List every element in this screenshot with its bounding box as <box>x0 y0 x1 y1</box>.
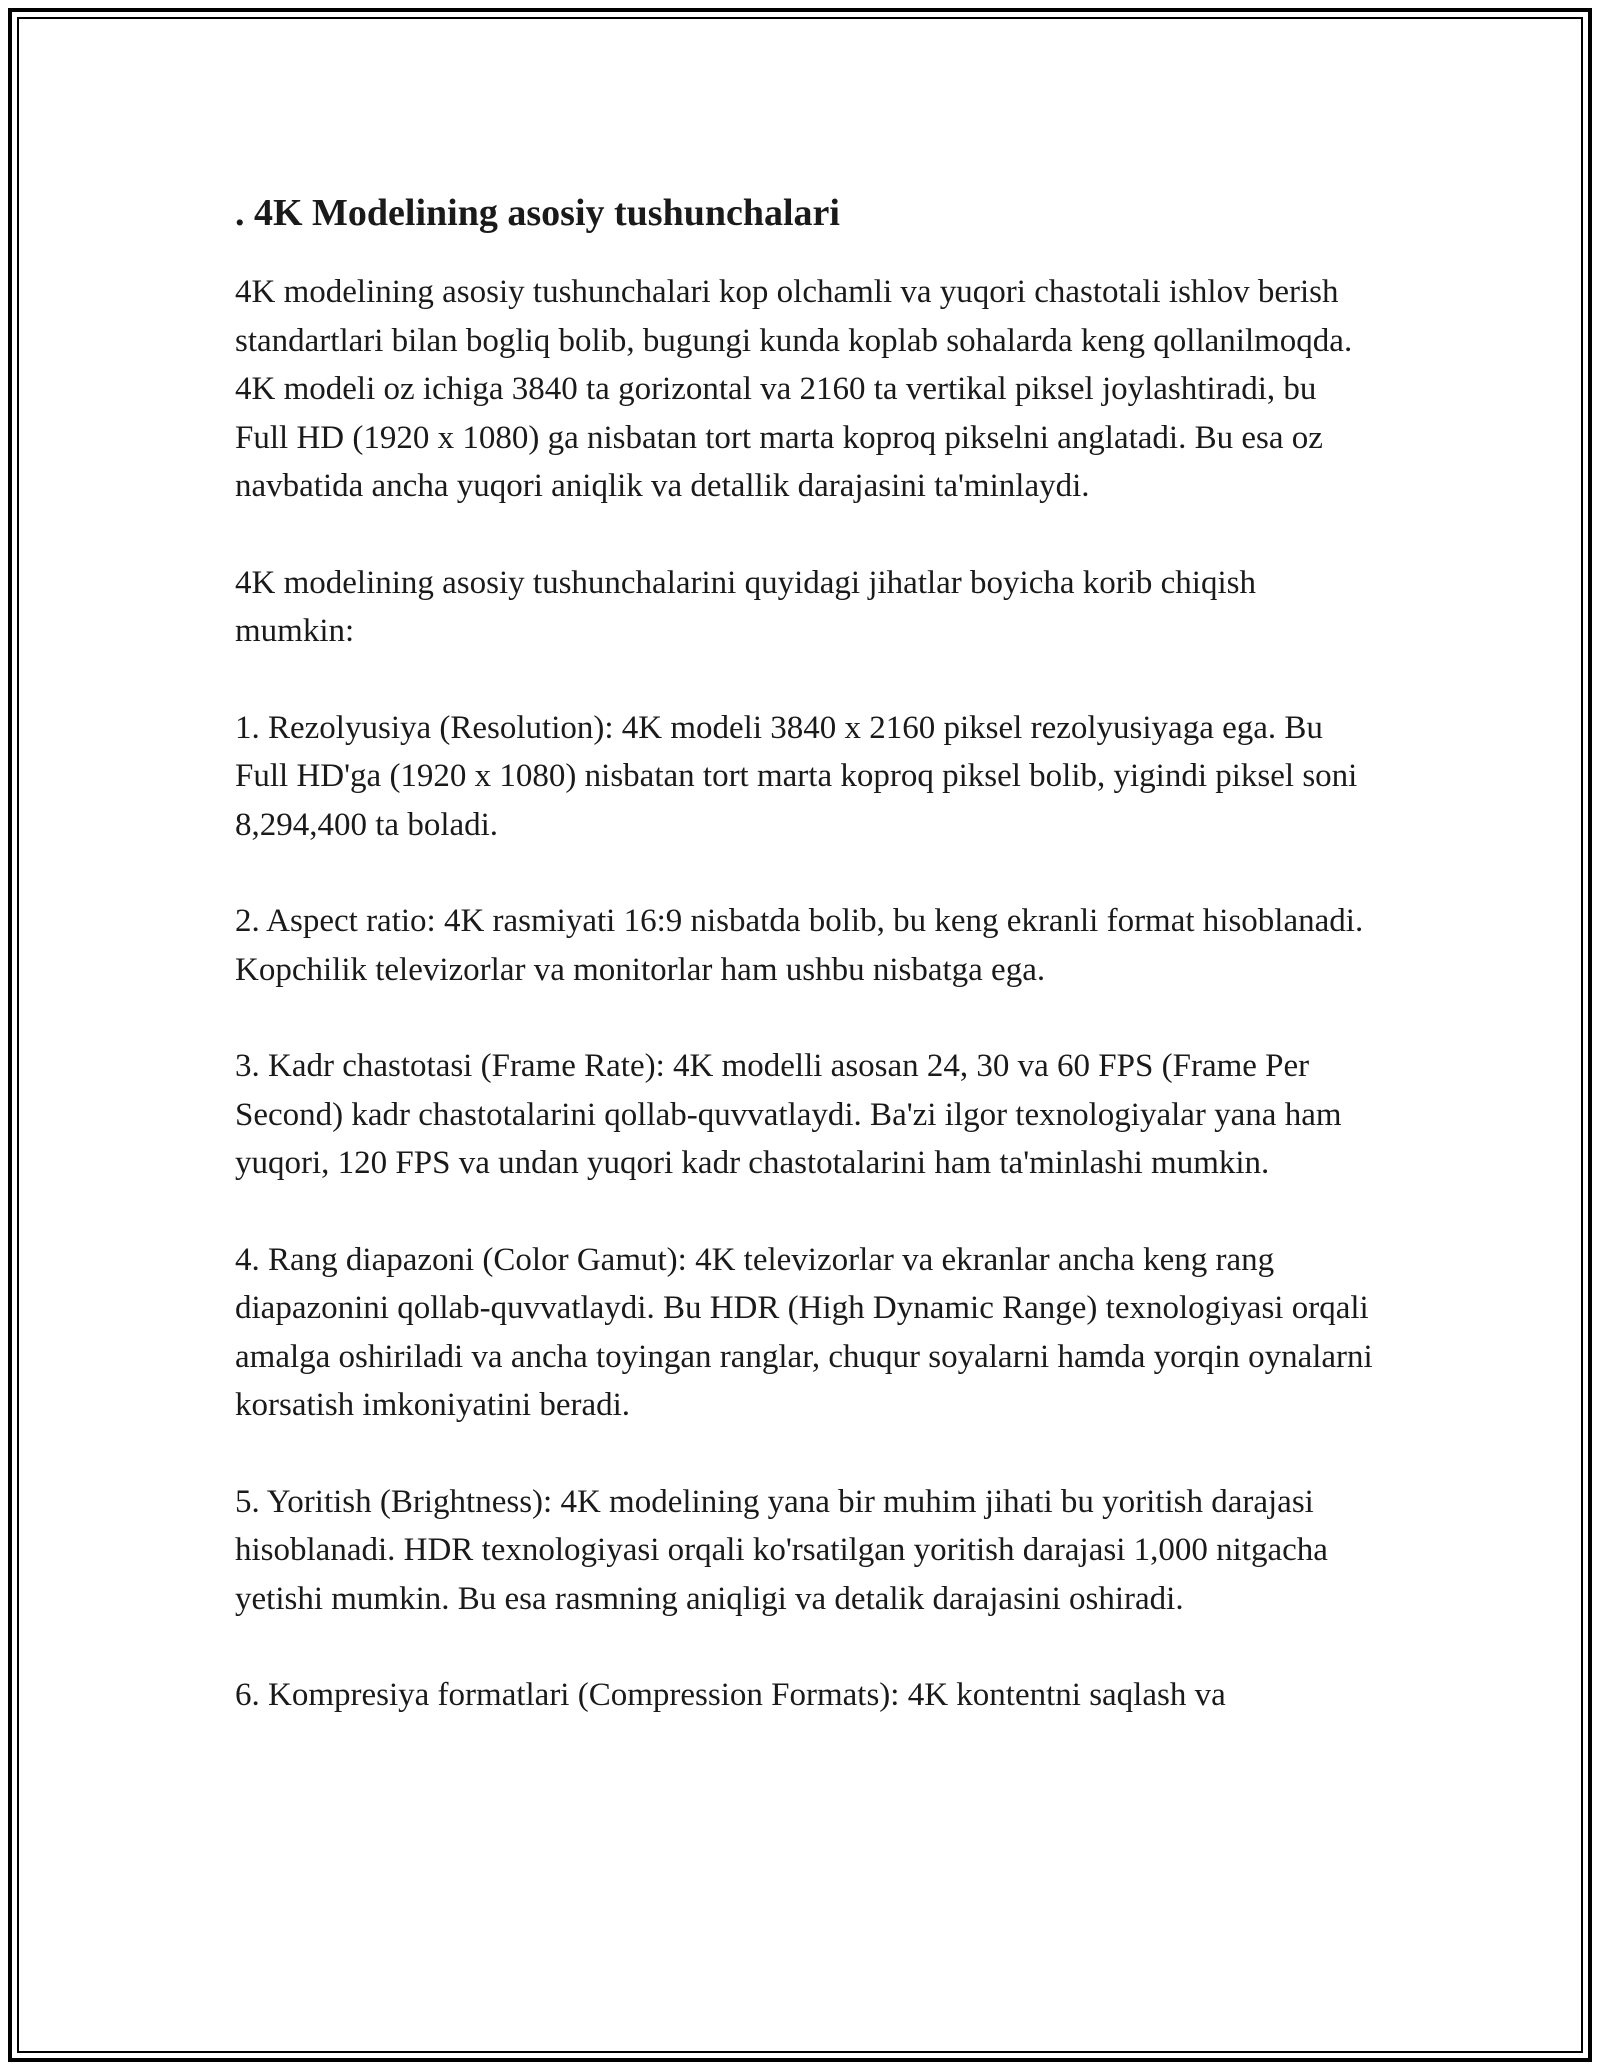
list-item-color-gamut: 4. Rang diapazoni (Color Gamut): 4K televizorlar va ekranlar ancha keng rang diapazonini qollab-quvvatlaydi. Bu HDR (High Dynamic Range) texnologiyasi orqali amalga oshiriladi va ancha toyingan ranglar, chuqur soyalarni hamda yorqin oynalarni korsatish imkoniyatini beradi. <box>235 1241 1373 1423</box>
document-body <box>235 183 1375 1720</box>
section-heading: . 4K Modelining asosiy tushunchalari <box>235 192 840 234</box>
list-item-resolution: 1. Rezolyusiya (Resolution): 4K modeli 3840 x 2160 piksel rezolyusiyaga ega. Bu Full HD'ga (1920 x 1080) nisbatan tort marta koproq piksel bolib, yigindi piksel soni 8,294,400 ta boladi. <box>235 709 1358 843</box>
list-item-aspect-ratio: 2. Aspect ratio: 4K rasmiyati 16:9 nisbatda bolib, bu keng ekranli format hisoblanadi. Kopchilik televizorlar va monitorlar ham ushbu nisbatga ega. <box>235 903 1364 988</box>
list-item-compression-formats: 6. Kompresiya formatlari (Compression Formats): 4K kontentni saqlash va <box>235 1677 1226 1713</box>
intro-paragraph: 4K modelining asosiy tushunchalari kop olchamli va yuqori chastotali ishlov berish standartlari bilan bogliq bolib, bugungi kunda koplab sohalarda keng qollanilmoqda. 4K modeli oz ichiga 3840 ta gorizontal va 2160 ta vertikal piksel joylashtiradi, bu Full HD (1920 x 1080) ga nisbatan tort marta koproq pikselni anglatadi. Bu esa oz navbatida ancha yuqori aniqlik va detallik darajasini ta'minlaydi. <box>235 274 1353 504</box>
list-item-frame-rate: 3. Kadr chastotasi (Frame Rate): 4K modelli asosan 24, 30 va 60 FPS (Frame Per Second) kadr chastotalarini qollab-quvvatlaydi. Ba'zi ilgor texnologiyalar yana ham yuqori, 120 FPS va undan yuqori kadr chastotalarini ham ta'minlashi mumkin. <box>235 1048 1342 1181</box>
aspects-intro-paragraph: 4K modelining asosiy tushunchalarini quyidagi jihatlar boyicha korib chiqish mumkin: <box>235 564 1256 649</box>
list-item-brightness: 5. Yoritish (Brightness): 4K modelining yana bir muhim jihati bu yoritish darajasi hisoblanadi. HDR texnologiyasi orqali ko'rsatilgan yoritish darajasi 1,000 nitgacha yetishi mumkin. Bu esa rasmning aniqligi va detalik darajasini oshiradi. <box>235 1483 1328 1617</box>
